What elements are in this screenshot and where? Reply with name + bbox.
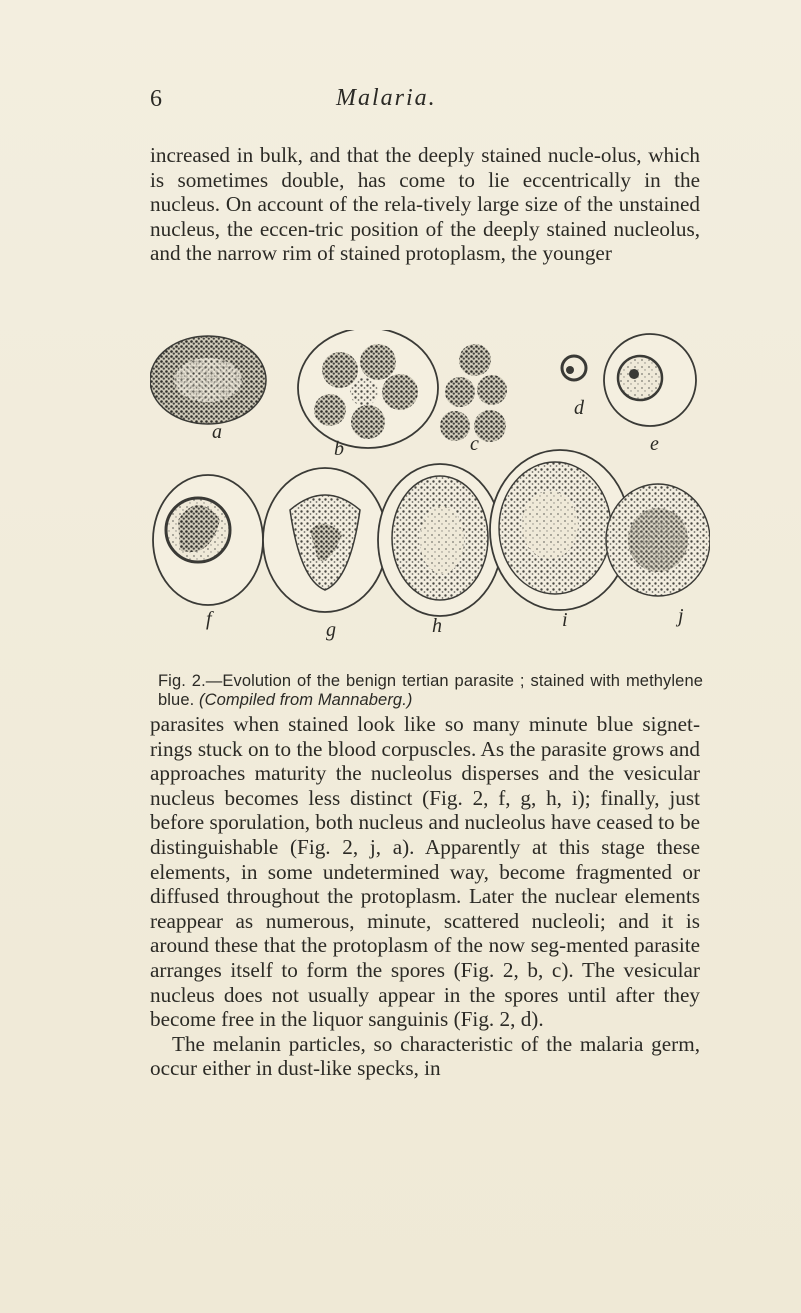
cell-b bbox=[298, 330, 438, 448]
label-e: e bbox=[650, 433, 659, 455]
label-h: h bbox=[432, 615, 442, 637]
label-a: a bbox=[212, 421, 222, 443]
label-j: j bbox=[678, 605, 684, 627]
label-f: f bbox=[206, 608, 212, 630]
cell-c bbox=[440, 344, 507, 442]
label-i: i bbox=[562, 609, 568, 631]
label-b: b bbox=[334, 438, 344, 460]
running-title: Malaria. bbox=[336, 85, 437, 111]
figure-2 bbox=[150, 330, 710, 660]
paragraph-melanin: The melanin particles, so characteristic of the malaria germ, occur either in dust-like specks, in bbox=[150, 1031, 700, 1081]
figure-caption bbox=[158, 672, 703, 710]
cell-e bbox=[604, 334, 696, 426]
cell-h bbox=[378, 464, 502, 616]
main-text bbox=[150, 712, 700, 1081]
cell-j bbox=[606, 484, 710, 596]
label-d: d bbox=[574, 397, 584, 419]
cell-a bbox=[150, 336, 266, 424]
paragraph-intro: increased in bulk, and that the deeply stained nucle-olus, which is sometimes double, has come to lie eccentrically in the nucleus. On account of the rela-tively large size of the unstained nucleus, the eccen-tric position of the deeply stained nucleolus, and the narrow rim of stained protoplasm, the younger bbox=[150, 143, 700, 266]
caption-main: Fig. 2.—Evolution of the benign tertian parasite ; stained with methylene blue. bbox=[158, 672, 703, 709]
paragraph-main: parasites when stained look like so many minute blue signet-rings stuck on to the blood corpuscles. As the parasite grows and approaches maturity the nucleolus disperses and the vesicular nucleus becomes less distinct (Fig. 2, f, g, h, i); finally, just before sporulation, both nucleus and nucleolus have ceased to be distinguishable (Fig. 2, j, a). Apparently at this stage these elements, in some undetermined way, become fragmented or diffused throughout the protoplasm. Later the nuclear elements reappear as numerous, minute, scattered nucleoli; and it is around these that the protoplasm of the now seg-mented parasite arranges itself to form the spores (Fig. 2, b, c). The vesicular nucleus does not usually appear in the spores until after they become free in the liquor sanguinis (Fig. 2, d). bbox=[150, 712, 700, 1032]
label-c: c bbox=[470, 433, 479, 455]
cell-g bbox=[263, 468, 387, 612]
cell-f bbox=[153, 475, 263, 605]
label-g: g bbox=[326, 619, 336, 641]
page-number: 6 bbox=[150, 86, 162, 112]
parasite-illustration bbox=[150, 330, 710, 660]
cell-d bbox=[562, 356, 586, 380]
caption-credit: (Compiled from Mannaberg.) bbox=[198, 691, 413, 709]
